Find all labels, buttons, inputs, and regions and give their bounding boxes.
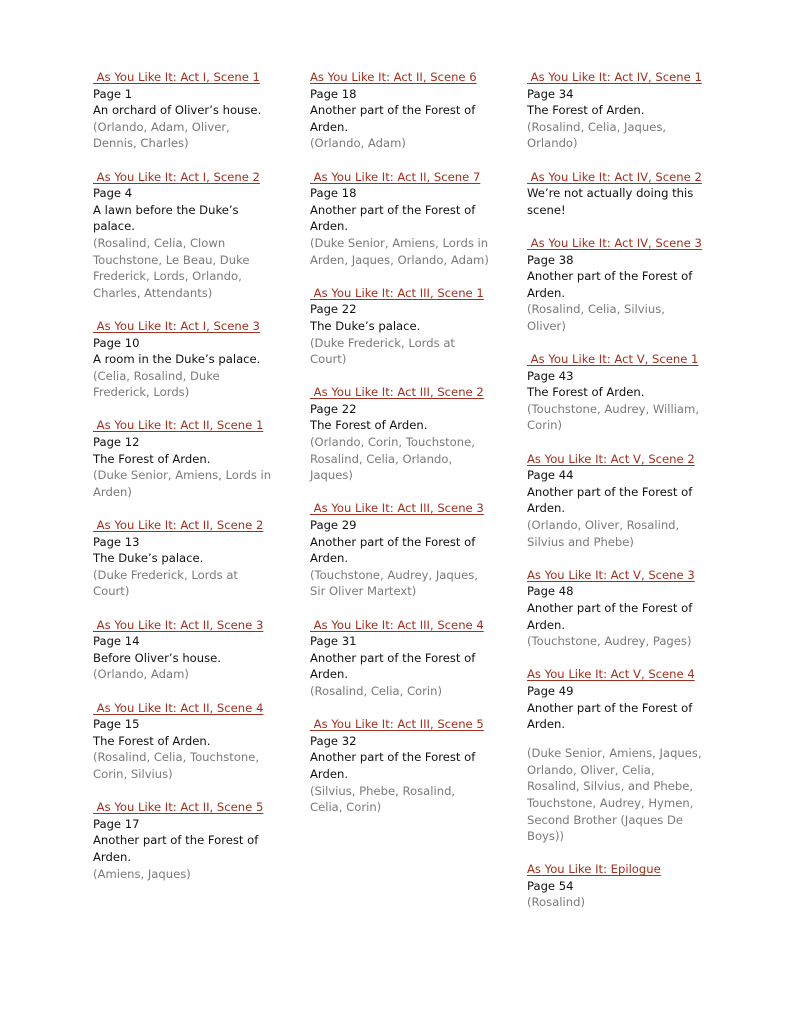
scene-location: Another part of the Forest of Arden. bbox=[93, 833, 259, 864]
page-number: Page 29 bbox=[310, 518, 357, 533]
scene-entry bbox=[93, 700, 273, 783]
scene-location: The Forest of Arden. bbox=[310, 418, 428, 433]
contents-column-3 bbox=[527, 69, 707, 928]
spacer bbox=[527, 733, 707, 745]
character-list: (Orlando, Adam) bbox=[93, 667, 189, 682]
scene-link[interactable]: As You Like It: Act III, Scene 3 bbox=[310, 501, 484, 516]
character-list: (Duke Frederick, Lords at Court) bbox=[93, 567, 238, 599]
page-number: Page 10 bbox=[93, 335, 140, 350]
scene-location: The Forest of Arden. bbox=[527, 385, 645, 400]
scene-entry bbox=[93, 617, 273, 683]
scene-entry bbox=[93, 517, 273, 600]
scene-location: Another part of the Forest of Arden. bbox=[527, 700, 693, 732]
character-list: (Silvius, Phebe, Rosalind, Celia, Corin) bbox=[310, 783, 456, 815]
scene-entry bbox=[310, 384, 490, 484]
scene-location: Before Oliver’s house. bbox=[93, 650, 221, 665]
scene-location: The Duke’s palace. bbox=[93, 551, 204, 566]
page-number: Page 48 bbox=[527, 584, 574, 599]
character-list: (Rosalind, Celia, Jaques, Orlando) bbox=[527, 119, 667, 151]
scene-entry bbox=[527, 567, 707, 650]
page-number: Page 32 bbox=[310, 733, 357, 748]
scene-location: A lawn before the Duke’s palace. bbox=[93, 202, 239, 234]
scene-entry bbox=[93, 799, 273, 882]
scene-location: The Forest of Arden. bbox=[527, 103, 645, 118]
scene-link[interactable]: As You Like It: Act III, Scene 4 bbox=[310, 617, 484, 632]
scene-location: Another part of the Forest of Arden. bbox=[310, 103, 476, 134]
page-number: Page 54 bbox=[527, 878, 574, 893]
scene-location: We’re not actually doing this scene! bbox=[527, 186, 694, 217]
scene-entry bbox=[527, 69, 707, 152]
scene-link[interactable]: As You Like It: Act V, Scene 3 bbox=[527, 567, 695, 582]
scene-location: The Forest of Arden. bbox=[93, 733, 211, 748]
page-number: Page 34 bbox=[527, 86, 574, 101]
character-list: (Rosalind, Celia, Corin) bbox=[310, 683, 443, 698]
scene-entry bbox=[93, 169, 273, 302]
contents-column-1 bbox=[93, 69, 273, 899]
scene-entry bbox=[93, 417, 273, 500]
character-list: (Orlando, Adam) bbox=[310, 136, 406, 151]
scene-entry bbox=[310, 169, 490, 269]
scene-location: An orchard of Oliver’s house. bbox=[93, 103, 262, 118]
scene-location: Another part of the Forest of Arden. bbox=[310, 202, 476, 234]
scene-location: Another part of the Forest of Arden. bbox=[310, 650, 476, 682]
scene-entry bbox=[527, 861, 707, 911]
scene-entry bbox=[93, 69, 273, 152]
scene-link[interactable]: As You Like It: Epilogue bbox=[527, 862, 661, 877]
scene-link[interactable]: As You Like It: Act III, Scene 5 bbox=[310, 717, 484, 732]
scene-link[interactable]: As You Like It: Act V, Scene 1 bbox=[527, 352, 699, 367]
scene-entry bbox=[310, 716, 490, 816]
scene-link[interactable]: As You Like It: Act IV, Scene 2 bbox=[527, 169, 702, 184]
scene-link[interactable]: As You Like It: Act IV, Scene 1 bbox=[527, 70, 702, 84]
character-list: (Duke Senior, Amiens, Jaques, Orlando, Oliver, Celia, Rosalind, Silvius, and Phebe, Touchstone, Audrey, Hymen, Second Brother (Jaques De Boys)) bbox=[527, 746, 702, 844]
scene-link[interactable]: As You Like It: Act I, Scene 3 bbox=[93, 318, 260, 333]
scene-location: Another part of the Forest of Arden. bbox=[527, 269, 693, 300]
scene-location: The Forest of Arden. bbox=[93, 451, 211, 466]
page-number: Page 18 bbox=[310, 186, 357, 201]
character-list: (Celia, Rosalind, Duke Frederick, Lords) bbox=[93, 368, 220, 400]
character-list: (Rosalind, Celia, Silvius, Oliver) bbox=[527, 302, 665, 333]
page-number: Page 14 bbox=[93, 634, 140, 649]
page-number: Page 4 bbox=[93, 186, 133, 201]
character-list: (Orlando, Adam, Oliver, Dennis, Charles) bbox=[93, 119, 230, 151]
contents-column-2 bbox=[310, 69, 490, 832]
scene-link[interactable]: As You Like It: Act II, Scene 5 bbox=[93, 800, 264, 815]
scene-link[interactable]: As You Like It: Act II, Scene 3 bbox=[93, 617, 264, 632]
page-number: Page 17 bbox=[93, 816, 140, 831]
page-number: Page 18 bbox=[310, 86, 357, 101]
character-list: (Touchstone, Audrey, Pages) bbox=[527, 634, 692, 649]
scene-entry bbox=[310, 285, 490, 368]
scene-entry bbox=[527, 351, 707, 434]
character-list: (Touchstone, Audrey, Jaques, Sir Oliver Martext) bbox=[310, 567, 478, 599]
scene-link[interactable]: As You Like It: Act II, Scene 2 bbox=[93, 518, 264, 533]
scene-link[interactable]: As You Like It: Act V, Scene 2 bbox=[527, 451, 695, 466]
character-list: (Orlando, Oliver, Rosalind, Silvius and Phebe) bbox=[527, 518, 680, 549]
scene-entry bbox=[310, 69, 490, 152]
scene-location: Another part of the Forest of Arden. bbox=[310, 750, 476, 781]
page-number: Page 38 bbox=[527, 252, 574, 267]
scene-entry bbox=[93, 318, 273, 401]
character-list: (Duke Senior, Amiens, Lords in Arden) bbox=[93, 468, 272, 499]
page-number: Page 1 bbox=[93, 86, 133, 101]
scene-link[interactable]: As You Like It: Act III, Scene 1 bbox=[310, 285, 484, 300]
scene-entry bbox=[310, 617, 490, 700]
page-number: Page 13 bbox=[93, 534, 140, 549]
scene-link[interactable]: As You Like It: Act II, Scene 4 bbox=[93, 700, 264, 715]
page-number: Page 22 bbox=[310, 401, 357, 416]
scene-location: A room in the Duke’s palace. bbox=[93, 352, 261, 367]
scene-link[interactable]: As You Like It: Act I, Scene 1 bbox=[93, 70, 260, 84]
scene-link[interactable]: As You Like It: Act I, Scene 2 bbox=[93, 169, 260, 184]
character-list: (Touchstone, Audrey, William, Corin) bbox=[527, 401, 700, 433]
scene-entry bbox=[310, 500, 490, 600]
character-list: (Rosalind, Celia, Touchstone, Corin, Silvius) bbox=[93, 750, 260, 781]
character-list: (Rosalind) bbox=[527, 895, 585, 910]
scene-link[interactable]: As You Like It: Act II, Scene 1 bbox=[93, 418, 264, 433]
page-number: Page 49 bbox=[527, 683, 574, 698]
character-list: (Amiens, Jaques) bbox=[93, 866, 191, 881]
scene-link[interactable]: As You Like It: Act II, Scene 6 bbox=[310, 70, 477, 84]
page-number: Page 22 bbox=[310, 302, 357, 317]
character-list: (Duke Frederick, Lords at Court) bbox=[310, 335, 455, 367]
scene-link[interactable]: As You Like It: Act IV, Scene 3 bbox=[527, 235, 702, 250]
page-number: Page 31 bbox=[310, 634, 357, 649]
page-number: Page 43 bbox=[527, 368, 574, 383]
scene-entry bbox=[527, 169, 707, 219]
scene-link[interactable]: As You Like It: Act V, Scene 4 bbox=[527, 667, 695, 682]
page-number: Page 15 bbox=[93, 717, 140, 732]
scene-location: The Duke’s palace. bbox=[310, 318, 421, 333]
character-list: (Rosalind, Celia, Clown Touchstone, Le Beau, Duke Frederick, Lords, Orlando, Charles, Attendants) bbox=[93, 235, 250, 300]
page-number: Page 44 bbox=[527, 468, 574, 483]
scene-link[interactable]: As You Like It: Act II, Scene 7 bbox=[310, 169, 481, 184]
page-number: Page 12 bbox=[93, 435, 140, 450]
character-list: (Orlando, Corin, Touchstone, Rosalind, Celia, Orlando, Jaques) bbox=[310, 435, 475, 483]
scene-location: Another part of the Forest of Arden. bbox=[527, 484, 693, 516]
character-list: (Duke Senior, Amiens, Lords in Arden, Jaques, Orlando, Adam) bbox=[310, 235, 489, 267]
scene-entry bbox=[527, 235, 707, 335]
scene-entry bbox=[527, 666, 707, 844]
scene-location: Another part of the Forest of Arden. bbox=[310, 534, 476, 566]
scene-location: Another part of the Forest of Arden. bbox=[527, 601, 693, 632]
scene-entry bbox=[527, 451, 707, 551]
scene-link[interactable]: As You Like It: Act III, Scene 2 bbox=[310, 385, 484, 400]
